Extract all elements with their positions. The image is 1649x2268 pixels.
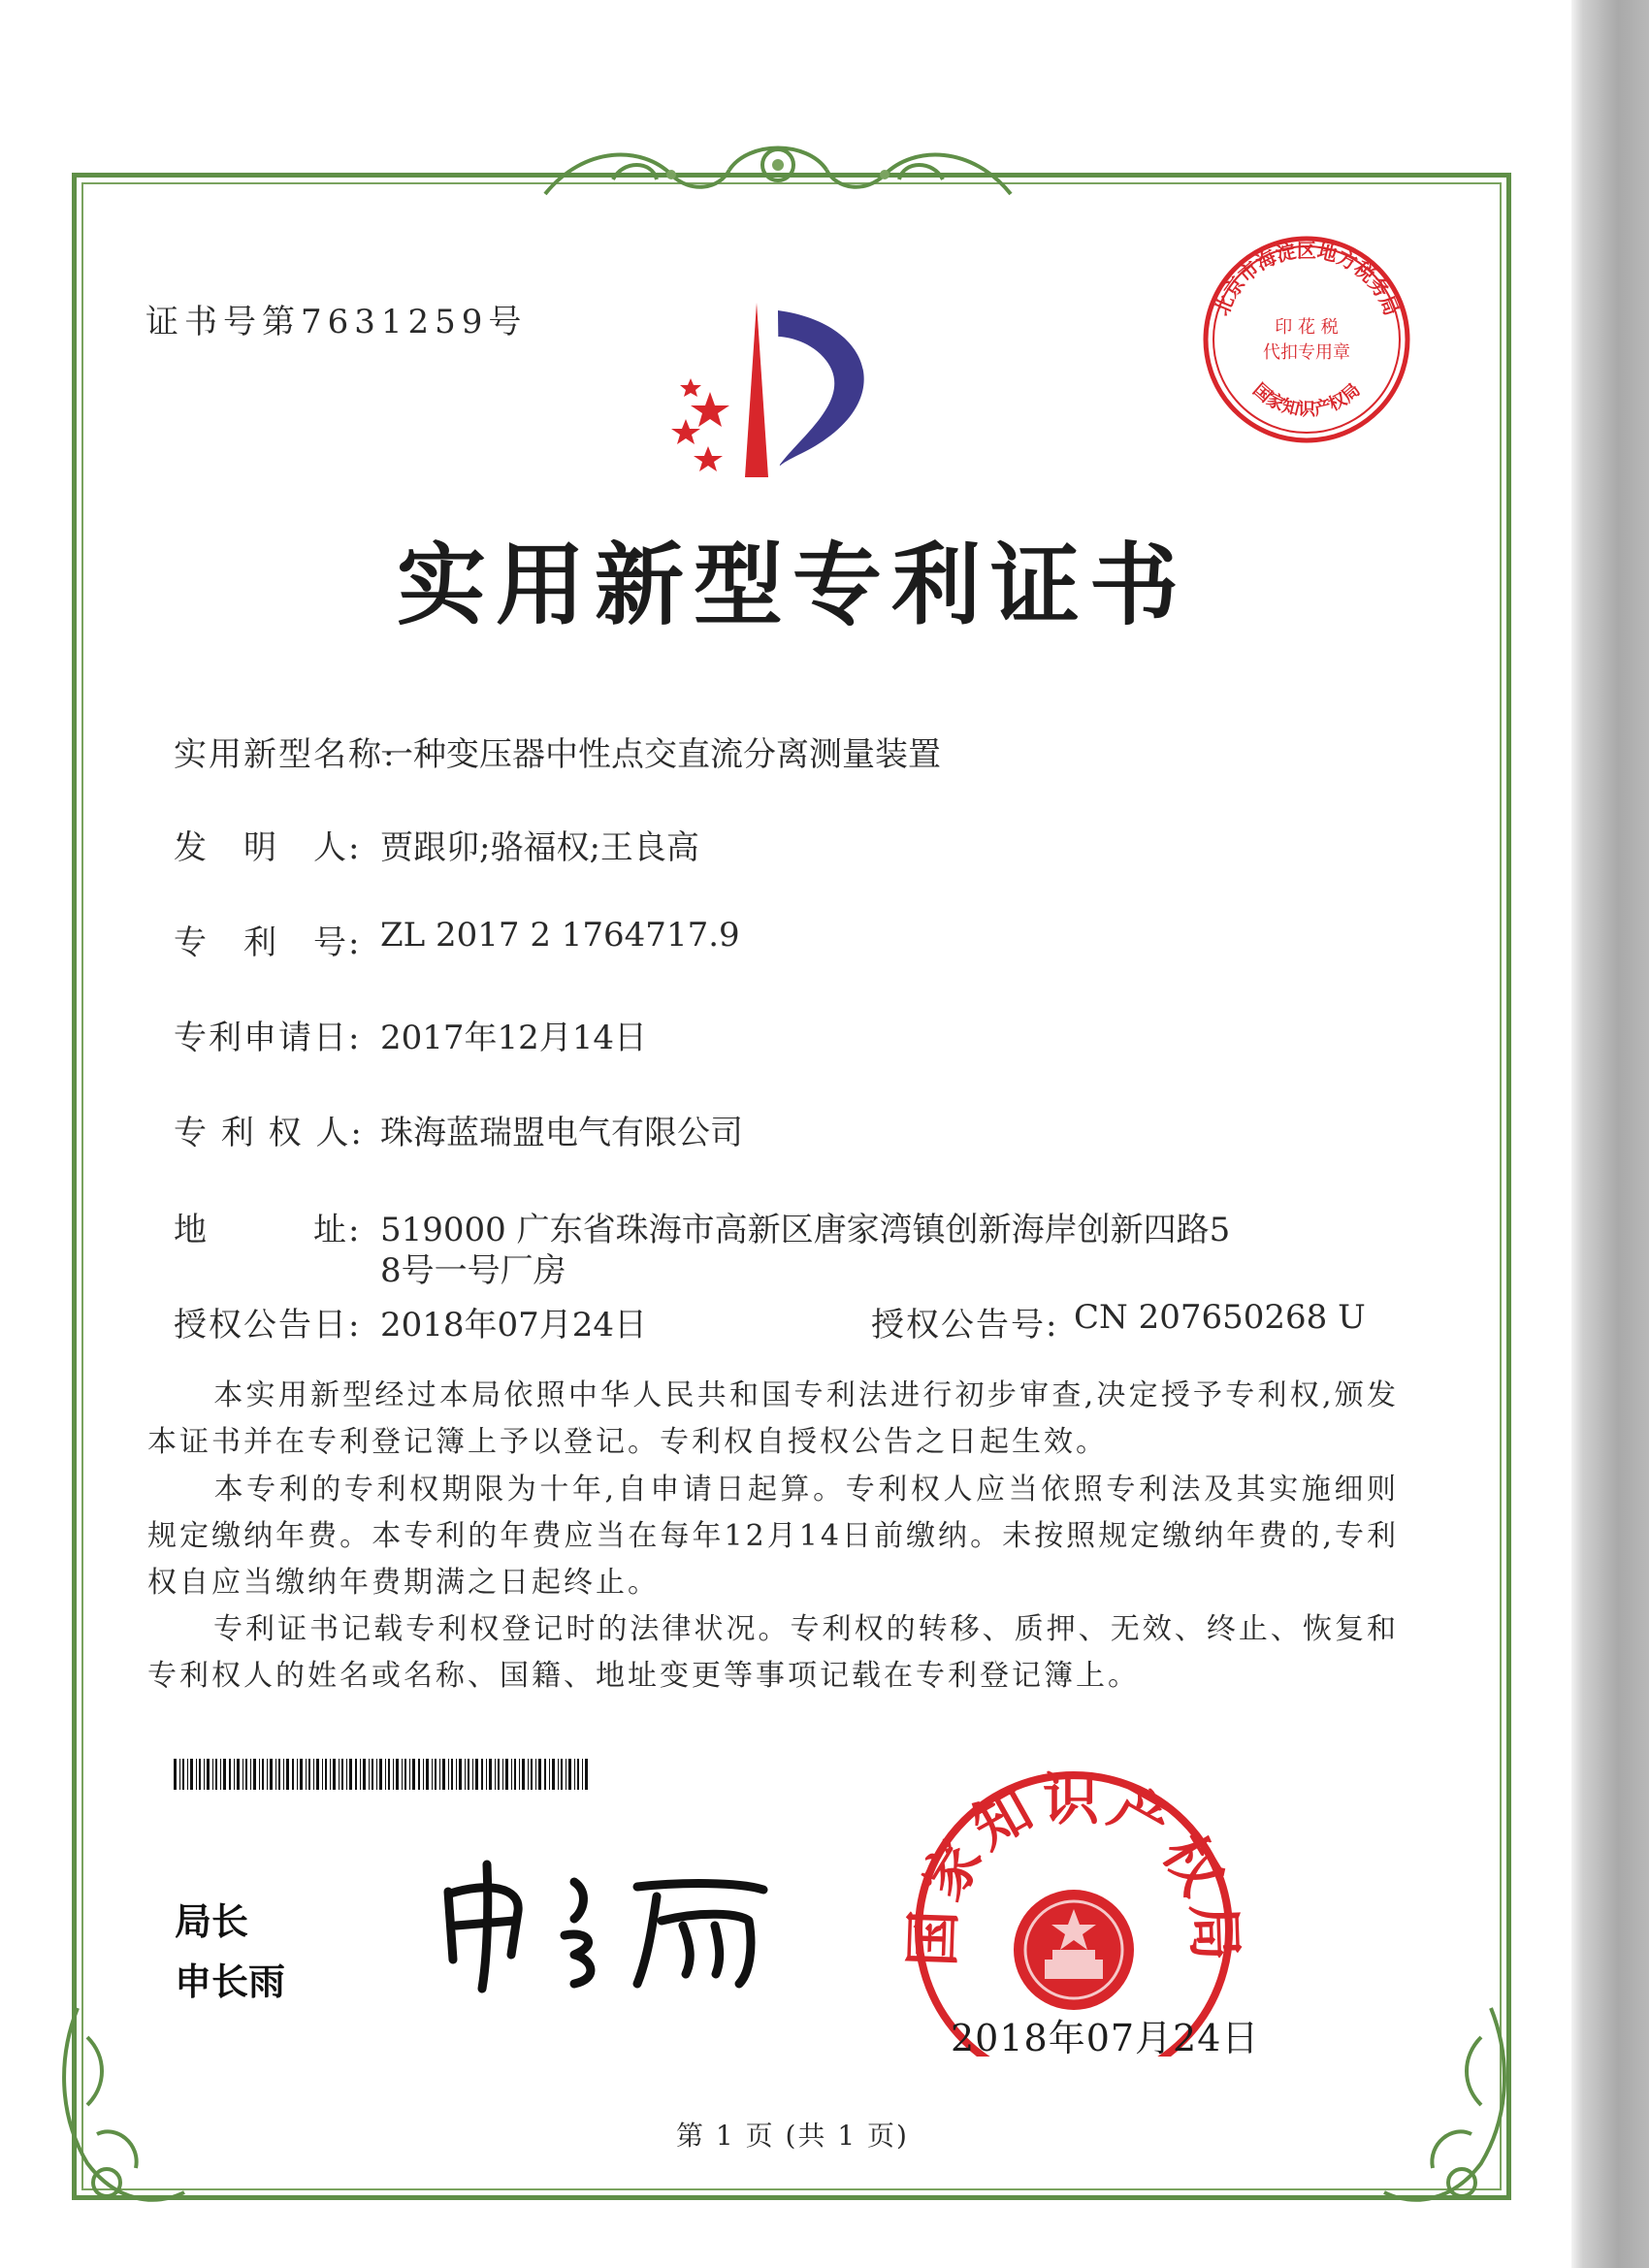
certificate-page (21, 19, 1564, 2251)
signature (429, 1853, 797, 1998)
patent-no-label: 专 利 号: (174, 923, 362, 962)
seal-date: 2018年07月24日 (951, 2017, 1260, 2059)
director-name: 申长雨 (175, 1960, 286, 2003)
address-value-line2: 8号一号厂房 (380, 1251, 566, 1290)
paragraph-legal-status (147, 1606, 1399, 1700)
tax-stamp-outer-text: 北京市海淀区地方税务局 (1210, 239, 1404, 319)
bottom-right-ornament (1374, 1998, 1520, 2221)
tax-stamp-bottom-text: 国家知识产权局 (1248, 379, 1365, 421)
certificate-title: 实用新型专利证书 (396, 534, 1188, 637)
paragraph-grant-text: 本实用新型经过本局依照中华人民共和国专利法进行初步审查,决定授予专利权,颁发本证书并在专利登记簿上予以登记。专利权自授权公告之日起生效。 (147, 1378, 1399, 1459)
svg-text:北京市海淀区地方税务局 (1210, 239, 1404, 319)
filing-date-label: 专利申请日: (174, 1019, 362, 1057)
bottom-left-ornament (48, 1998, 194, 2221)
grant-date-label: 授权公告日: (174, 1306, 362, 1345)
patentee-label: 专 利 权 人: (174, 1114, 364, 1152)
grant-no-value: CN 207650268 U (1074, 1298, 1366, 1337)
inventor-label: 发 明 人: (174, 828, 362, 867)
name-label: 实用新型名称: (174, 735, 397, 774)
address-label: 地 址: (174, 1211, 362, 1249)
filing-date-value: 2017年12月14日 (380, 1019, 648, 1057)
tax-stamp-inner-line2: 代扣专用章 (1263, 342, 1350, 363)
director-title: 局长 (175, 1900, 249, 1943)
name-value: 一种变压器中性点交直流分离测量装置 (380, 735, 941, 774)
tax-stamp (1195, 228, 1418, 451)
tax-stamp-inner-line1: 印 花 税 (1275, 317, 1339, 338)
official-seal-text: 国家知识产权局 (899, 1766, 1248, 1968)
paragraph-term-text: 本专利的专利权期限为十年,自申请日起算。专利权人应当依照专利法及其实施细则规定缴纳年费。本专利的年费应当在每年12月14日前缴纳。未按照规定缴纳年费的,专利权自应当缴纳年费期满之日起终止。 (147, 1473, 1399, 1600)
top-ornament (526, 136, 1030, 213)
paragraph-grant (147, 1373, 1399, 1466)
patentee-value: 珠海蓝瑞盟电气有限公司 (380, 1114, 743, 1152)
barcode (174, 1759, 591, 1790)
grant-date-value: 2018年07月24日 (380, 1306, 648, 1345)
certificate-number: 证书号第7631259号 (146, 303, 528, 341)
patent-no-value: ZL 2017 2 1764717.9 (380, 916, 740, 955)
grant-no-label: 授权公告号: (871, 1306, 1059, 1345)
address-value-line1: 519000 广东省珠海市高新区唐家湾镇创新海岸创新四路5 (380, 1211, 1231, 1249)
page-number: 第 1 页 (共 1 页) (676, 2120, 909, 2152)
national-emblem-icon (1014, 1890, 1134, 2010)
scanner-edge (1571, 0, 1649, 2268)
svg-text:国家知识产权局 (1248, 379, 1364, 420)
patent-office-logo-icon (642, 283, 914, 497)
paragraph-term (147, 1467, 1399, 1606)
inventor-value: 贾跟卯;骆福权;王良高 (380, 828, 699, 867)
paragraph-legal-status-text: 专利证书记载专利权登记时的法律状况。专利权的转移、质押、无效、终止、恢复和专利权人的姓名或名称、国籍、地址变更等事项记载在专利登记簿上。 (147, 1612, 1399, 1693)
